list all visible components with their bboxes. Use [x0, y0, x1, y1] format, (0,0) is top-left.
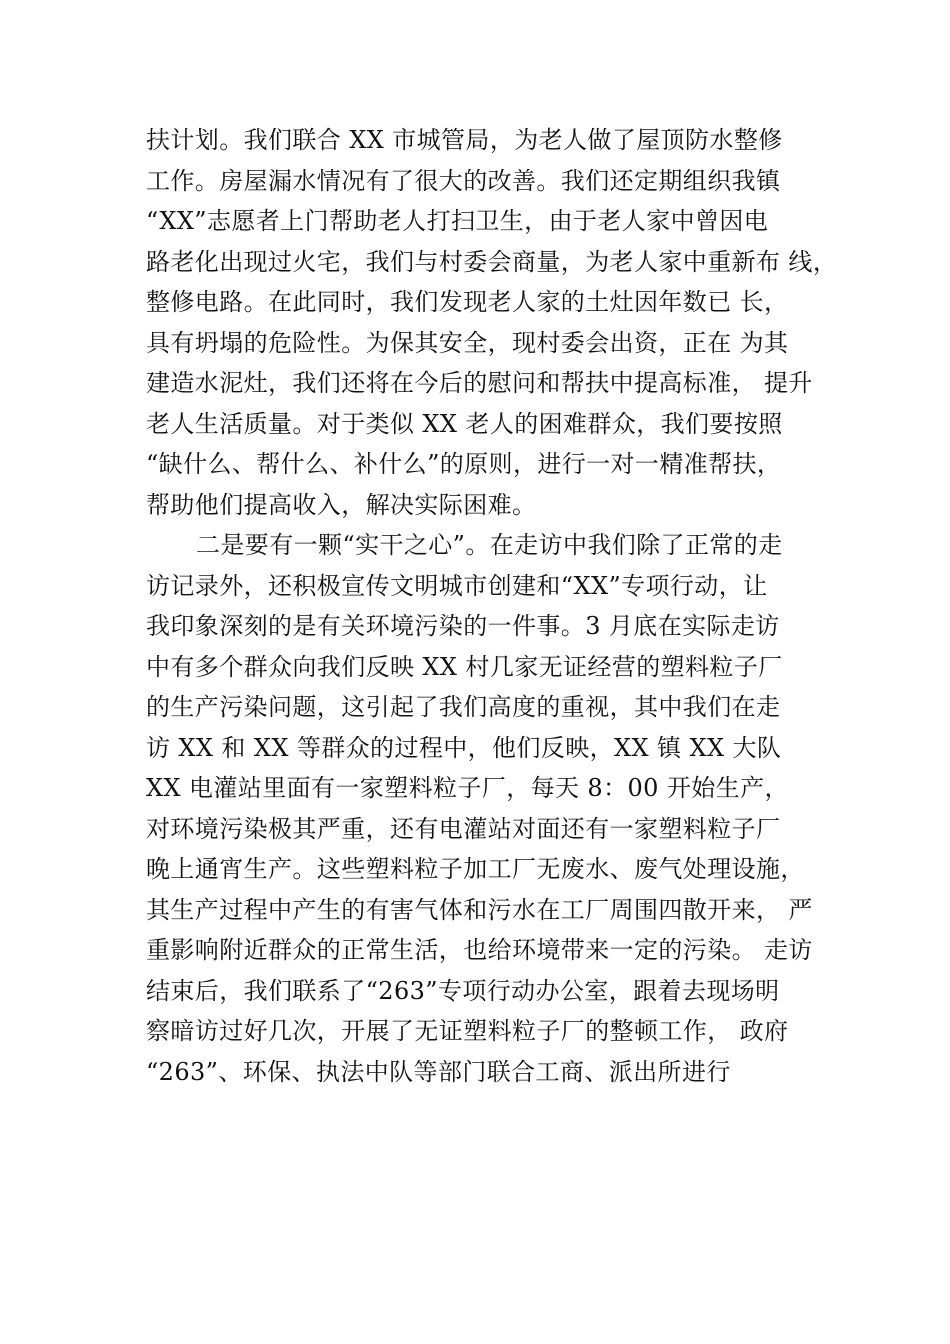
text-line: 老人生活质量。对于类似 XX 老人的困难群众，我们要按照: [146, 409, 783, 438]
text-line: “缺什么、帮什么、补什么”的原则，进行一对一精准帮扶，: [146, 450, 782, 478]
text-line: 路老化出现过火宅，我们与村委会商量，为老人家中重新布 线，: [146, 247, 838, 276]
text-line: 结束后，我们联系了“263”专项行动办公室，跟着去现场明: [146, 976, 780, 1005]
text-line: 晚上通宵生产。这些塑料粒子加工厂无废水、废气处理设施，: [146, 855, 805, 883]
text-line: “XX”志愿者上门帮助老人打扫卫生，由于老人家中曾因电: [146, 207, 769, 235]
text-line: “263”、环保、执法中队等部门联合工商、派出所进行: [146, 1057, 731, 1086]
text-line: 建造水泥灶，我们还将在今后的慰问和帮扶中提高标准， 提升: [146, 369, 813, 397]
text-line: 扶计划。我们联合 XX 市城管局，为老人做了屋顶防水整修: [146, 126, 783, 154]
text-line: 察暗访过好几次，开展了无证塑料粒子厂的整顿工作， 政府: [146, 1017, 789, 1045]
text-line: 其生产过程中产生的有害气体和污水在工厂周围四散开来， 严: [146, 895, 813, 924]
text-line: 的生产污染问题，这引起了我们高度的重视，其中我们在走: [146, 693, 781, 721]
text-line: 具有坍塌的危险性。为保其安全，现村委会出资，正在 为其: [146, 328, 789, 357]
text-line: XX 电灌站里面有一家塑料粒子厂，每天 8：00 开始生产，: [146, 774, 789, 802]
text-line: 访 XX 和 XX 等群众的过程中，他们反映，XX 镇 XX 大队: [146, 733, 782, 762]
text-line: 工作。房屋漏水情况有了很大的改善。我们还定期组织我镇: [146, 166, 781, 195]
paragraph-first-line: 二是要有一颗“实干之心”。在走访中我们除了正常的走: [196, 531, 783, 559]
text-line: 我印象深刻的是有关环境污染的一件事。3 月底在实际走访: [146, 612, 780, 640]
text-line: 整修电路。在此同时，我们发现老人家的土灶因年数已 长，: [146, 288, 789, 316]
text-line: 帮助他们提高收入，解决实际困难。: [146, 490, 537, 519]
text-line: 重影响附近群众的正常生活，也给环境带来一定的污染。 走访: [146, 936, 813, 964]
text-line: 访记录外，还积极宣传文明城市创建和“XX”专项行动，让: [146, 571, 768, 600]
text-line: 中有多个群众向我们反映 XX 村几家无证经营的塑料粒子厂: [146, 652, 783, 681]
text-line: 对环境污染极其严重，还有电灌站对面还有一家塑料粒子厂: [146, 814, 781, 843]
body-text: [146, 120, 846, 1092]
